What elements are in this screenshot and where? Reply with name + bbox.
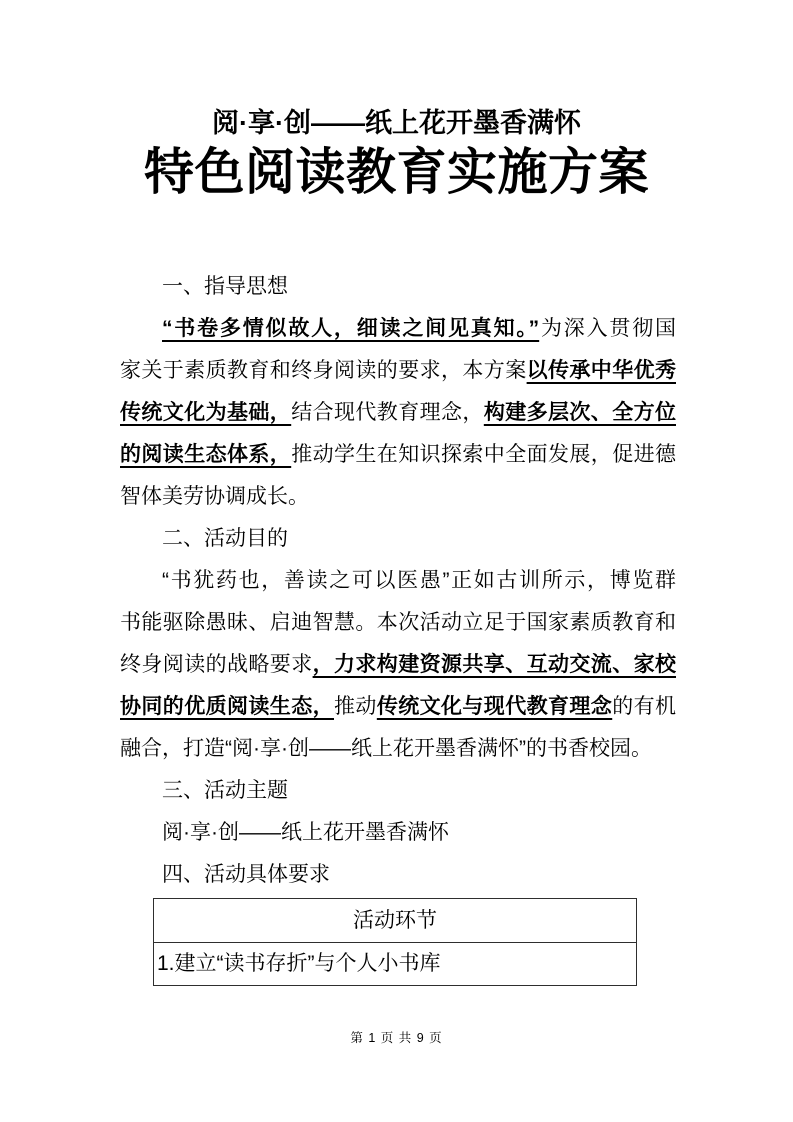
text-line (120, 308, 676, 350)
text-run: 书能驱除愚昧、启迪智慧。本次活动立足于国家素质教育和 (120, 611, 676, 634)
emphasized-text-run: 传统文化与现代教育理念 (376, 695, 613, 718)
text-line: 阅·享·创——纸上花开墨香满怀 (162, 821, 449, 844)
table-header-cell: 活动环节 (154, 899, 637, 943)
text-line (120, 560, 676, 602)
text-run: “书犹药也，善读之可以医愚”正如古训所示，博览群 (162, 569, 676, 592)
activities-table (153, 898, 637, 986)
section-heading: 一、指导思想 (162, 275, 288, 298)
emphasized-text-run: 以传承中华优秀 (526, 359, 676, 382)
text-line (120, 350, 676, 392)
text-line (120, 392, 676, 434)
emphasized-text-run: 的阅读生态体系， (120, 443, 292, 466)
text-run: 终身阅读的战略要求 (120, 653, 313, 676)
page-number: 第 1 页 共 9 页 (350, 1031, 443, 1045)
text-run: 家关于素质教育和终身阅读的要求，本方案 (120, 359, 527, 382)
table-header-row (154, 899, 637, 943)
section-heading: 二、活动目的 (162, 527, 288, 550)
emphasized-text-run: 协同的优质阅读生态， (120, 695, 334, 718)
text-run: 的有机 (612, 695, 676, 718)
text-run: 融合，打造“阅·享·创——纸上花开墨香满怀”的书香校园。 (120, 737, 652, 760)
emphasized-text-run: 传统文化为基础， (120, 401, 292, 424)
document-subtitle: 阅·享·创——纸上花开墨香满怀 (212, 108, 581, 138)
emphasized-text-run: 构建多层次、全方位 (483, 401, 676, 424)
text-line (120, 602, 676, 644)
table-cell: 1.建立“读书存折”与个人小书库 (154, 943, 637, 986)
table-row (154, 943, 637, 986)
text-line (120, 434, 676, 476)
text-line (120, 686, 676, 728)
emphasized-text-run: ，力求构建资源共享、互动交流、家校 (312, 653, 676, 676)
text-run: 推动 (334, 695, 377, 718)
section-heading: 三、活动主题 (162, 779, 288, 802)
text-line (120, 728, 676, 770)
section-heading: 四、活动具体要求 (162, 863, 330, 886)
emphasized-text-run: “书卷多情似故人，细读之间见真知。” (162, 317, 540, 340)
text-line (120, 644, 676, 686)
document-body (120, 266, 676, 986)
text-run: 结合现代教育理念， (291, 401, 484, 424)
text-line (120, 476, 676, 518)
text-run: 为深入贯彻国 (539, 317, 676, 340)
text-run: 推动学生在知识探索中全面发展，促进德 (291, 443, 676, 466)
document-title: 特色阅读教育实施方案 (144, 144, 649, 200)
text-run: 智体美劳协调成长。 (120, 485, 309, 508)
